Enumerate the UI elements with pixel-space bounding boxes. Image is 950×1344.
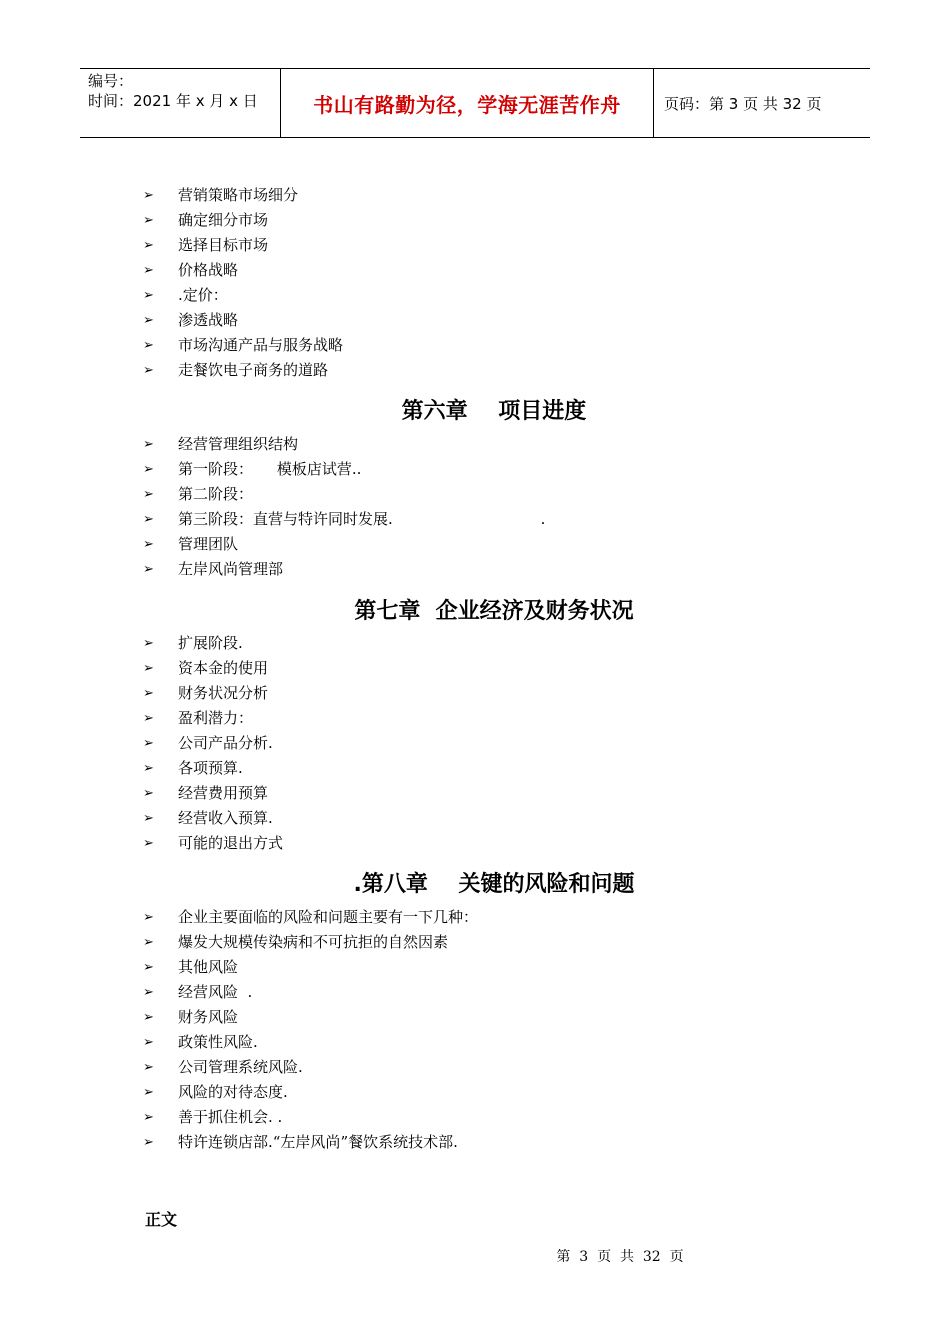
page-header xyxy=(80,68,870,138)
chapter-7-title: 第七章 企业经济及财务状况 xyxy=(354,599,634,624)
arrow-bullet-icon: ➢ xyxy=(143,786,154,801)
arrow-bullet-icon: ➢ xyxy=(143,1010,154,1025)
arrow-bullet-icon: ➢ xyxy=(143,686,154,701)
header-motto: 书山有路勤为径，学海无涯苦作舟 xyxy=(313,92,621,117)
header-page-cell xyxy=(654,69,870,137)
arrow-bullet-icon: ➢ xyxy=(143,1085,154,1100)
list-risks xyxy=(143,905,478,1155)
arrow-bullet-icon: ➢ xyxy=(143,263,154,278)
arrow-bullet-icon: ➢ xyxy=(143,487,154,502)
arrow-bullet-icon: ➢ xyxy=(143,213,154,228)
list-item: ➢ 各项预算. xyxy=(143,756,283,781)
list-item: ➢ 走餐饮电子商务的道路 xyxy=(143,358,343,383)
arrow-bullet-icon: ➢ xyxy=(143,1035,154,1050)
list-item: ➢ 经营收入预算. xyxy=(143,806,283,831)
arrow-bullet-icon: ➢ xyxy=(143,1060,154,1075)
list-item: ➢ 第三阶段：直营与特许同时发展. . xyxy=(143,507,545,532)
list-finance xyxy=(143,631,283,856)
list-item: ➢ 第一阶段： 模板店试营.. xyxy=(143,457,545,482)
arrow-bullet-icon: ➢ xyxy=(143,338,154,353)
arrow-bullet-icon: ➢ xyxy=(143,363,154,378)
list-item: ➢ 财务状况分析 xyxy=(143,681,283,706)
list-item: ➢ 公司产品分析. xyxy=(143,731,283,756)
arrow-bullet-icon: ➢ xyxy=(143,736,154,751)
arrow-bullet-icon: ➢ xyxy=(143,288,154,303)
list-item: ➢ 价格战略 xyxy=(143,258,343,283)
list-item: ➢ 选择目标市场 xyxy=(143,233,343,258)
header-page-info: 页码：第 3 页 共 32 页 xyxy=(664,94,822,113)
arrow-bullet-icon: ➢ xyxy=(143,238,154,253)
arrow-bullet-icon: ➢ xyxy=(143,960,154,975)
arrow-bullet-icon: ➢ xyxy=(143,935,154,950)
arrow-bullet-icon: ➢ xyxy=(143,1110,154,1125)
list-item: ➢ 财务风险 xyxy=(143,1005,478,1030)
arrow-bullet-icon: ➢ xyxy=(143,537,154,552)
list-item: ➢ 经营费用预算 xyxy=(143,781,283,806)
list-item: ➢ 企业主要面临的风险和问题主要有一下几种： xyxy=(143,905,478,930)
arrow-bullet-icon: ➢ xyxy=(143,1135,154,1150)
list-item: ➢ 第二阶段： xyxy=(143,482,545,507)
list-item: ➢ 政策性风险. xyxy=(143,1030,478,1055)
list-item: ➢ 营销策略市场细分 xyxy=(143,183,343,208)
list-item: ➢ 管理团队 xyxy=(143,532,545,557)
header-motto-cell xyxy=(281,69,654,137)
list-item: ➢ 公司管理系统风险. xyxy=(143,1055,478,1080)
list-item: ➢ 扩展阶段. xyxy=(143,631,283,656)
arrow-bullet-icon: ➢ xyxy=(143,562,154,577)
list-item: ➢ 确定细分市场 xyxy=(143,208,343,233)
list-item: ➢ 左岸风尚管理部 xyxy=(143,557,545,582)
arrow-bullet-icon: ➢ xyxy=(143,836,154,851)
list-item: ➢ 可能的退出方式 xyxy=(143,831,283,856)
list-item: ➢ 经营风险 . xyxy=(143,980,478,1005)
list-item: ➢ 盈利潜力： xyxy=(143,706,283,731)
arrow-bullet-icon: ➢ xyxy=(143,462,154,477)
document-time-label: 时间：2021 年 x 月 x 日 xyxy=(88,92,258,110)
arrow-bullet-icon: ➢ xyxy=(143,910,154,925)
body-footer-label: 正文 xyxy=(145,1210,178,1229)
arrow-bullet-icon: ➢ xyxy=(143,512,154,527)
arrow-bullet-icon: ➢ xyxy=(143,811,154,826)
list-item: ➢ 风险的对待态度. xyxy=(143,1080,478,1105)
list-item: ➢ 渗透战略 xyxy=(143,308,343,333)
arrow-bullet-icon: ➢ xyxy=(143,711,154,726)
list-marketing xyxy=(143,183,343,383)
chapter-6-title: 第六章 项目进度 xyxy=(401,399,587,424)
list-item: ➢ 市场沟通产品与服务战略 xyxy=(143,333,343,358)
arrow-bullet-icon: ➢ xyxy=(143,661,154,676)
list-progress xyxy=(143,432,545,582)
list-item: ➢ 资本金的使用 xyxy=(143,656,283,681)
header-meta-cell xyxy=(80,69,281,137)
document-number-label: 编号： xyxy=(88,72,134,90)
chapter-8-title: .第八章 关键的风险和问题 xyxy=(353,872,635,897)
list-item: ➢ 经营管理组织结构 xyxy=(143,432,545,457)
arrow-bullet-icon: ➢ xyxy=(143,985,154,1000)
arrow-bullet-icon: ➢ xyxy=(143,761,154,776)
arrow-bullet-icon: ➢ xyxy=(143,437,154,452)
list-item: ➢ .定价： xyxy=(143,283,343,308)
arrow-bullet-icon: ➢ xyxy=(143,636,154,651)
list-item: ➢ 善于抓住机会. . xyxy=(143,1105,478,1130)
list-item: ➢ 爆发大规模传染病和不可抗拒的自然因素 xyxy=(143,930,478,955)
list-item: ➢ 特许连锁店部.“左岸风尚”餐饮系统技术部. xyxy=(143,1130,478,1155)
page-footer: 第 3 页 共 32 页 xyxy=(556,1249,684,1265)
arrow-bullet-icon: ➢ xyxy=(143,188,154,203)
list-item: ➢ 其他风险 xyxy=(143,955,478,980)
arrow-bullet-icon: ➢ xyxy=(143,313,154,328)
